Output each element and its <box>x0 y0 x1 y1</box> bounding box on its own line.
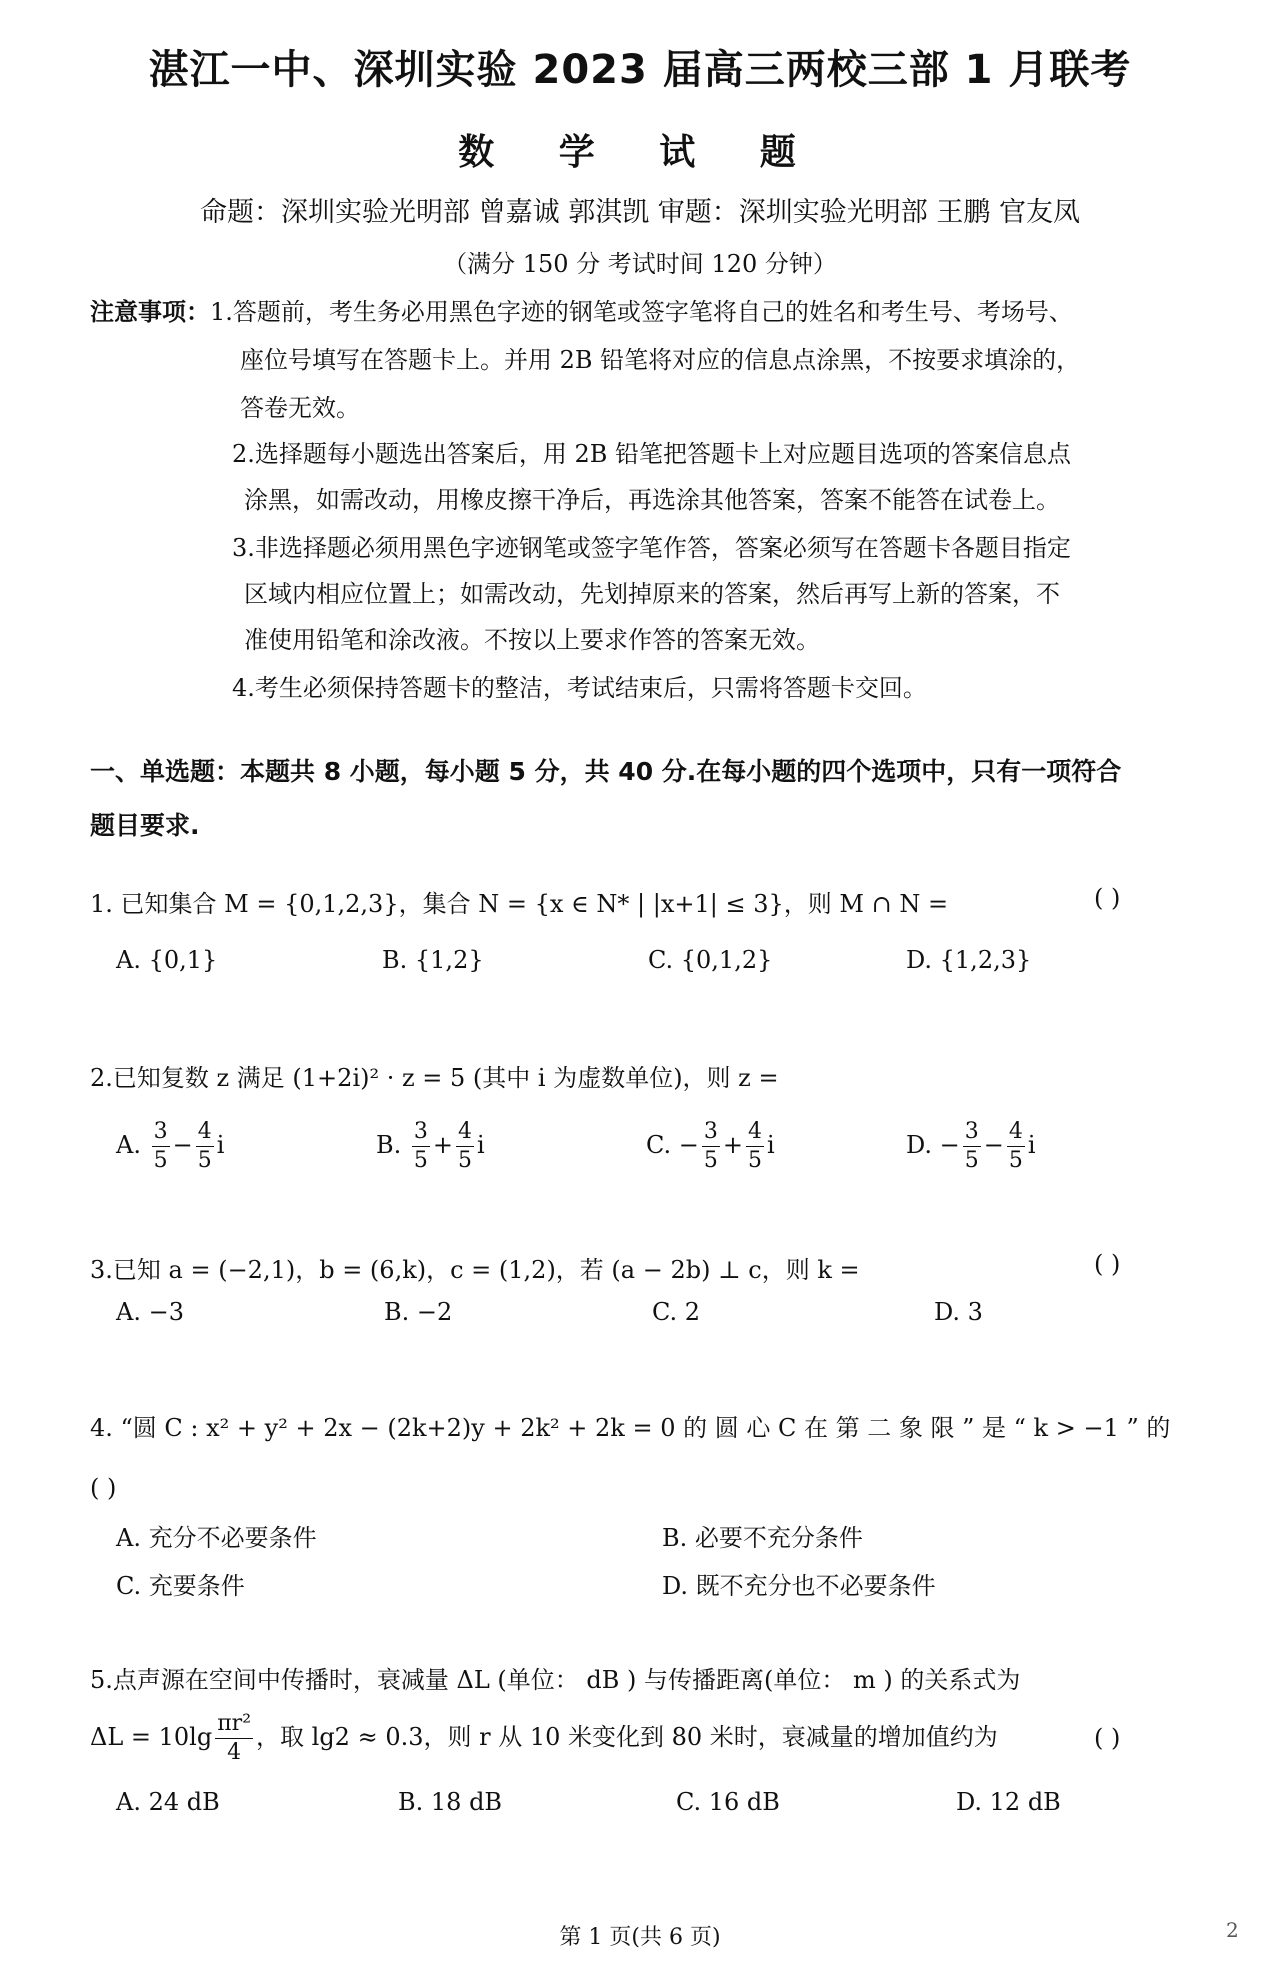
exam-subtitle: 数 学 试 题 <box>458 132 822 173</box>
notice-line: 2.选择题每小题选出答案后，用 2B 铅笔把答题卡上对应题目选项的答案信息点 <box>232 440 1072 468</box>
option-b <box>376 1118 485 1175</box>
corner-mark: 2 <box>1226 1918 1239 1942</box>
question-1-stem: 1. 已知集合 M = {0,1,2,3}，集合 N = {x ∈ N* | |x+1| ≤ 3}，则 M ∩ N = <box>90 890 949 918</box>
option-label: A. <box>116 1131 141 1159</box>
fraction <box>412 1118 430 1175</box>
fraction <box>963 1118 981 1175</box>
fraction <box>215 1710 253 1767</box>
option-b: B. 必要不充分条件 <box>662 1524 863 1552</box>
notice-line: 3.非选择题必须用黑色字迹钢笔或签字笔作答，答案必须写在答题卡各题目指定 <box>232 534 1071 562</box>
fraction <box>746 1118 764 1175</box>
option-d: D. 12 dB <box>956 1788 1061 1816</box>
fraction <box>196 1118 214 1175</box>
denominator: 5 <box>748 1148 762 1173</box>
question-5-stem-cont: ，取 lg2 ≈ 0.3，则 r 从 10 米变化到 80 米时，衰减量的增加值约为 <box>256 1723 998 1751</box>
notice-line: 座位号填写在答题卡上。并用 2B 铅笔将对应的信息点涂黑，不按要求填涂的， <box>240 346 1081 374</box>
option-d: D. 3 <box>934 1298 983 1326</box>
answer-paren: ( ) <box>1094 1724 1121 1752</box>
option-a: A. {0,1} <box>116 946 218 974</box>
denominator: 5 <box>458 1148 473 1173</box>
notice-line: 涂黑，如需改动，用橡皮擦干净后，再选涂其他答案，答案不能答在试卷上。 <box>244 486 1060 514</box>
denominator: 4 <box>227 1740 242 1765</box>
option-c <box>646 1118 775 1175</box>
notice-line: 4.考生必须保持答题卡的整洁，考试结束后，只需将答题卡交回。 <box>232 674 927 702</box>
denominator: 5 <box>1008 1148 1023 1173</box>
option-label: D. <box>906 1131 933 1159</box>
fraction <box>152 1118 170 1175</box>
imag-unit: i <box>767 1131 775 1159</box>
question-3-stem: 3.已知 a = (−2,1)，b = (6,k)，c = (1,2)，若 (a − 2b) ⊥ c，则 k = <box>90 1256 860 1284</box>
option-a: A. 充分不必要条件 <box>116 1524 317 1552</box>
denominator: 5 <box>413 1148 428 1173</box>
option-c: C. 充要条件 <box>116 1572 245 1600</box>
option-b: B. −2 <box>384 1298 453 1326</box>
option-d: D. 既不充分也不必要条件 <box>662 1572 936 1600</box>
question-2-stem: 2.已知复数 z 满足 (1+2i)² · z = 5 (其中 i 为虚数单位)，则 z = <box>90 1064 779 1092</box>
section-heading: 一、单选题：本题共 8 小题，每小题 5 分，共 40 分.在每小题的四个选项中，只有一项符合 <box>90 757 1122 786</box>
option-label: C. <box>646 1131 672 1159</box>
denominator: 5 <box>964 1148 979 1173</box>
page-number: 第 1 页(共 6 页) <box>559 1925 721 1950</box>
option-c: C. {0,1,2} <box>648 946 773 974</box>
fraction <box>1007 1118 1025 1175</box>
question-5-formula-line <box>90 1710 998 1767</box>
formula-prefix: ΔL = 10lg <box>90 1723 213 1751</box>
option-d <box>906 1118 1036 1175</box>
notice-line: 答卷无效。 <box>240 394 360 422</box>
answer-paren: ( ) <box>90 1474 117 1502</box>
sign: − <box>939 1131 960 1159</box>
numerator: 4 <box>196 1118 214 1147</box>
option-b: B. {1,2} <box>382 946 484 974</box>
option-b: B. 18 dB <box>398 1788 503 1816</box>
operator: − <box>172 1131 193 1159</box>
question-4-stem: 4. “圆 C : x² + y² + 2x − (2k+2)y + 2k² + 2k = 0 的 圆 心 C 在 第 二 象 限 ” 是 “ k > −1 ” 的 <box>90 1414 1171 1442</box>
imag-unit: i <box>1027 1131 1036 1159</box>
numerator: 3 <box>412 1118 430 1147</box>
fraction <box>456 1118 474 1175</box>
fraction <box>702 1118 720 1175</box>
numerator: 3 <box>702 1118 720 1147</box>
imag-unit: i <box>216 1131 225 1159</box>
denominator: 5 <box>197 1148 212 1173</box>
operator: + <box>432 1131 454 1159</box>
answer-paren: ( ) <box>1094 884 1121 912</box>
option-d: D. {1,2,3} <box>906 946 1032 974</box>
notice-line: 区域内相应位置上；如需改动，先划掉原来的答案，然后再写上新的答案，不 <box>244 580 1060 608</box>
numerator: 3 <box>152 1118 170 1147</box>
operator: + <box>722 1131 743 1159</box>
numerator: 4 <box>1007 1118 1025 1147</box>
answer-paren: ( ) <box>1094 1250 1121 1278</box>
section-heading-cont: 题目要求. <box>90 811 200 840</box>
denominator: 5 <box>153 1148 168 1173</box>
option-c: C. 16 dB <box>676 1788 780 1816</box>
denominator: 5 <box>703 1148 718 1173</box>
exam-byline: 命题：深圳实验光明部 曾嘉诚 郭淇凯 审题：深圳实验光明部 王鹏 官友凤 <box>200 197 1080 228</box>
option-a: A. 24 dB <box>116 1788 220 1816</box>
option-c: C. 2 <box>652 1298 701 1326</box>
notice-label: 注意事项： <box>90 298 210 326</box>
numerator: 4 <box>746 1118 764 1147</box>
imag-unit: i <box>477 1131 485 1159</box>
numerator: 3 <box>963 1118 981 1147</box>
notice-line: 1.答题前，考生务必用黑色字迹的钢笔或签字笔将自己的姓名和考生号、考场号、 <box>210 298 1073 326</box>
option-label: B. <box>376 1131 402 1159</box>
option-a: A. −3 <box>116 1298 184 1326</box>
exam-title: 湛江一中、深圳实验 2023 届高三两校三部 1 月联考 <box>148 47 1132 93</box>
option-a <box>116 1118 224 1175</box>
notice-line: 准使用铅笔和涂改液。不按以上要求作答的答案无效。 <box>244 626 820 654</box>
question-5-stem: 5.点声源在空间中传播时，衰减量 ΔL (单位： dB ) 与传播距离(单位： m ) 的关系式为 <box>90 1666 1021 1694</box>
operator: − <box>983 1131 1004 1159</box>
sign: − <box>678 1131 699 1159</box>
score-info: （满分 150 分 考试时间 120 分钟） <box>443 250 837 278</box>
numerator: πr² <box>215 1710 253 1739</box>
numerator: 4 <box>456 1118 474 1147</box>
